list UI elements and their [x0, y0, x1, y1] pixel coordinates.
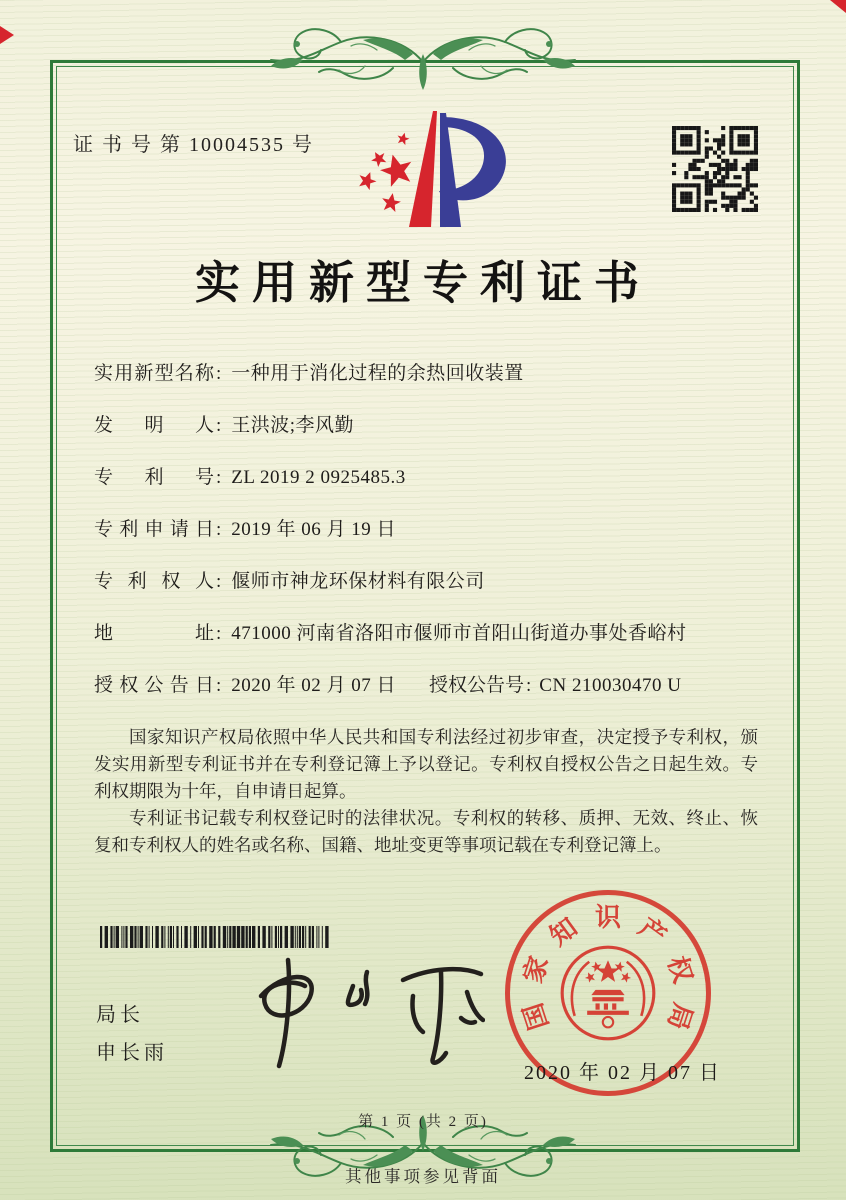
- colon: :: [216, 467, 222, 488]
- field-row-patentee: [94, 568, 758, 596]
- field-value: 2020 年 02 月 07 日: [231, 675, 397, 696]
- colon: :: [216, 571, 222, 592]
- field-label: 专利权人: [94, 571, 214, 592]
- field-label: 授权公告日: [94, 675, 214, 696]
- page-number: 第 1 页 (共 2 页): [358, 1114, 488, 1130]
- certificate-title: 实用新型专利证书: [194, 258, 651, 308]
- colon: :: [216, 363, 222, 384]
- field-value: ZL 2019 2 0925485.3: [231, 467, 406, 488]
- field-value: 一种用于消化过程的余热回收装置: [231, 363, 524, 384]
- officer-role-label: 局长: [96, 1004, 144, 1026]
- field-label: 实用新型名称: [94, 363, 214, 384]
- field-value: 王洪波;李风勤: [231, 415, 355, 436]
- qr-code: [672, 126, 758, 212]
- field-value: CN 210030470 U: [539, 675, 682, 696]
- field-row-grant-date: [94, 672, 758, 700]
- field-label: 授权公告号: [429, 675, 525, 696]
- colon: :: [216, 415, 222, 436]
- certificate-number: 证 书 号 第 10004535 号: [73, 134, 314, 156]
- field-label: 发明人: [94, 415, 214, 436]
- back-side-note: 其他事项参见背面: [345, 1167, 501, 1186]
- legal-paragraph: 国家知识产权局依照中华人民共和国专利法经过初步审查，决定授予专利权，颁发实用新型专利证书并在专利登记簿上予以登记。专利权自授权公告之日起生效。专利权期限为十年，自申请日起算。: [94, 727, 758, 801]
- top-scrollwork-ornament-icon: [243, 20, 603, 104]
- officer-name-label: 申长雨: [96, 1042, 168, 1064]
- field-row-utility-model-name: [94, 360, 758, 388]
- field-row-inventors: [94, 412, 758, 440]
- field-row-patent-number: [94, 464, 758, 492]
- red-registration-mark-icon: [0, 26, 14, 44]
- field-label: 地址: [94, 623, 214, 644]
- seal-ring-text: 国 家 知 识 产 权 局: [518, 903, 698, 1034]
- colon: :: [526, 675, 532, 696]
- field-row-filing-date: [94, 516, 758, 544]
- national-emblem-icon: [558, 943, 658, 1043]
- field-label: 专利申请日: [94, 519, 214, 540]
- cnipa-logo-icon: [345, 103, 521, 241]
- colon: :: [216, 519, 222, 540]
- barcode: [100, 926, 332, 948]
- certificate-body: [94, 360, 758, 859]
- director-signature-icon: [225, 952, 485, 1072]
- red-registration-mark-icon: [830, 0, 846, 13]
- field-value: 2019 年 06 月 19 日: [231, 519, 397, 540]
- seal-date: 2020 年 02 月 07 日: [524, 1062, 721, 1084]
- field-label: 专利号: [94, 467, 214, 488]
- legal-paragraph: 专利证书记载专利权登记时的法律状况。专利权的转移、质押、无效、终止、恢复和专利权人的姓名或名称、国籍、地址变更等事项记载在专利登记簿上。: [94, 808, 758, 855]
- colon: :: [216, 623, 222, 644]
- field-value: 471000 河南省洛阳市偃师市首阳山街道办事处香峪村: [231, 623, 687, 644]
- colon: :: [216, 675, 222, 696]
- field-row-address: [94, 620, 758, 648]
- field-value: 偃师市神龙环保材料有限公司: [231, 571, 485, 592]
- field-row-grant-number: [429, 672, 681, 700]
- legal-paragraphs: [94, 724, 758, 859]
